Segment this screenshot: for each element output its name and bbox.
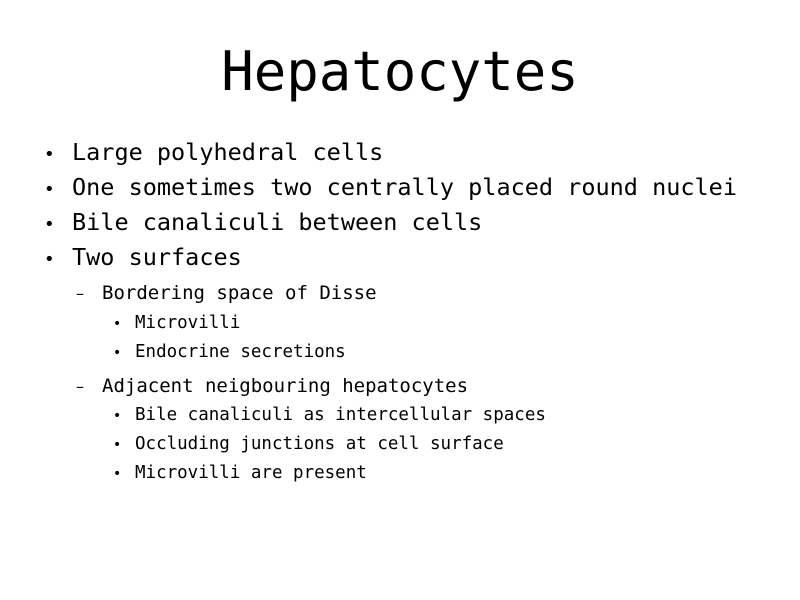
bullet-marker: • <box>113 466 122 482</box>
bullet-marker: • <box>44 249 55 270</box>
dash-marker: – <box>76 284 84 303</box>
slide-title: Hepatocytes <box>221 40 579 103</box>
bullet-marker: • <box>113 345 122 361</box>
sub-sub-bullet-item <box>113 433 504 456</box>
sub-sub-bullet-text: Bile canaliculi as intercellular spaces <box>135 405 546 425</box>
bullet-text: Two surfaces <box>72 243 242 271</box>
sub-sub-bullet-text: Occluding junctions at cell surface <box>135 434 504 454</box>
bullet-item <box>44 242 242 275</box>
bullet-marker: • <box>44 144 55 165</box>
bullet-text: One sometimes two centrally placed round nuclei <box>72 173 737 201</box>
sub-sub-bullet-text: Microvilli are present <box>135 463 367 483</box>
sub-bullet-text: Bordering space of Disse <box>102 282 377 304</box>
bullet-marker: • <box>44 214 55 235</box>
bullet-marker: • <box>113 316 122 332</box>
sub-bullet-item <box>76 374 468 399</box>
sub-sub-bullet-item <box>113 341 346 364</box>
sub-sub-bullet-item <box>113 312 240 335</box>
dash-marker: – <box>76 377 84 396</box>
sub-sub-bullet-text: Microvilli <box>135 313 241 333</box>
bullet-marker: • <box>113 408 122 424</box>
bullet-marker: • <box>113 437 122 453</box>
bullet-marker: • <box>44 179 55 200</box>
sub-sub-bullet-item <box>113 404 546 427</box>
bullet-text: Bile canaliculi between cells <box>72 208 483 236</box>
bullet-item <box>44 137 383 170</box>
sub-sub-bullet-item <box>113 462 367 485</box>
sub-bullet-text: Adjacent neigbouring hepatocytes <box>102 375 469 397</box>
bullet-item <box>44 207 482 240</box>
bullet-item <box>44 172 737 205</box>
sub-bullet-item <box>76 281 377 306</box>
bullet-text: Large polyhedral cells <box>72 138 384 166</box>
sub-sub-bullet-text: Endocrine secretions <box>135 342 346 362</box>
